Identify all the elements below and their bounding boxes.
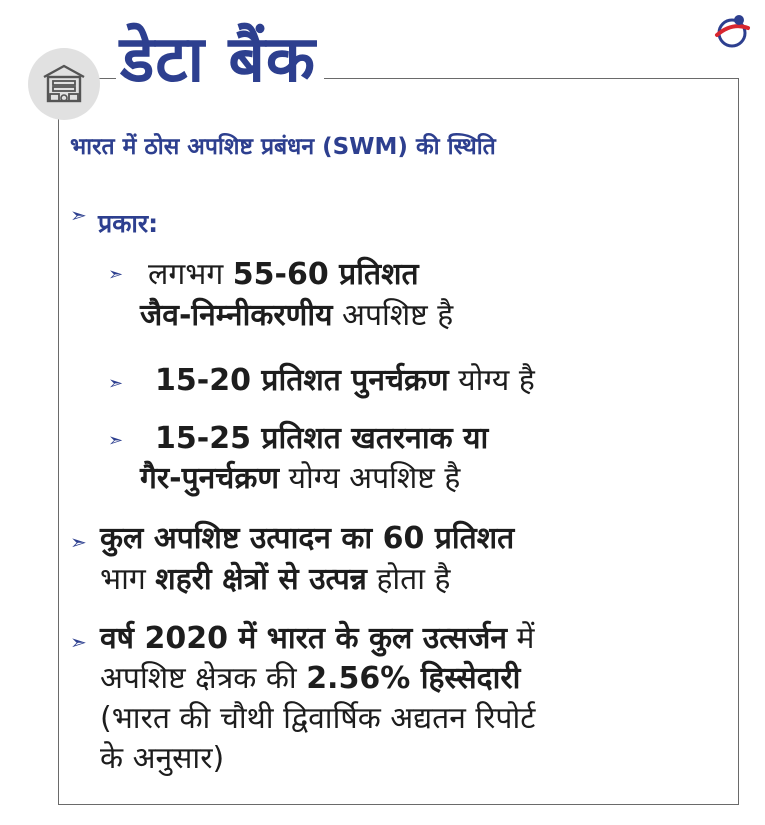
double-arrow-icon: ➣: [108, 373, 124, 394]
double-arrow-icon: ➣: [70, 203, 87, 227]
fact-1-bold-2: शहरी क्षेत्रों से उत्पन्न: [155, 562, 367, 597]
fact-1-line-2: [100, 561, 450, 599]
type-item-2-bold: 15-20 प्रतिशत पुनर्चक्रण: [155, 363, 449, 398]
type-item-2-line-1: [155, 362, 535, 400]
fact-1-line-1: [100, 520, 514, 558]
double-arrow-icon: ➣: [108, 430, 124, 451]
fact-2-rest: में: [506, 621, 535, 656]
fact-2-pre: अपशिष्ट क्षेत्रक की: [100, 661, 307, 696]
fact-2-line-3: (भारत की चौथी द्विवार्षिक अद्यतन रिपोर्ट: [100, 701, 536, 736]
fact-2-bold-2: 2.56% हिस्सेदारी: [306, 661, 521, 696]
double-arrow-icon: ➣: [70, 630, 87, 654]
type-item-1-text: लगभग: [148, 257, 233, 292]
double-arrow-icon: ➣: [70, 530, 87, 554]
type-item-1-rest: अपशिष्ट है: [332, 298, 454, 333]
fact-2-line-4: के अनुसार): [100, 741, 225, 776]
type-item-1-bold-2: जैव-निम्नीकरणीय: [140, 298, 333, 333]
warehouse-icon: [41, 61, 87, 107]
type-item-1-line-1: [148, 256, 419, 294]
fact-1-rest: होता है: [366, 562, 451, 597]
fact-2-line-2: [100, 660, 520, 698]
brand-logo-icon: [713, 12, 751, 50]
type-item-3-bold: 15-25 प्रतिशत खतरनाक या: [155, 421, 489, 456]
double-arrow-icon: ➣: [108, 264, 124, 285]
type-item-1-bold: 55-60 प्रतिशत: [232, 257, 419, 292]
type-item-3-line-1: [155, 420, 488, 458]
warehouse-badge: [28, 48, 100, 120]
type-item-3-bold-2: गैर-पुनर्चक्रण: [140, 461, 280, 496]
type-item-2-rest: योग्य है: [448, 363, 535, 398]
page-title: डेटा बैंक: [116, 28, 324, 98]
section-label: प्रकार:: [98, 209, 159, 238]
page-subtitle: भारत में ठोस अपशिष्ट प्रबंधन (SWM) की स्थिति: [70, 134, 496, 160]
type-item-3-rest: योग्य अपशिष्ट है: [279, 461, 461, 496]
fact-1-pre: भाग: [100, 562, 156, 597]
fact-2-line-1: [100, 620, 534, 658]
fact-1-bold: कुल अपशिष्ट उत्पादन का 60 प्रतिशत: [100, 521, 515, 556]
type-item-3-line-2: [140, 460, 460, 498]
type-item-1-line-2: [140, 297, 453, 335]
fact-2-bold: वर्ष 2020 में भारत के कुल उत्सर्जन: [100, 621, 507, 656]
